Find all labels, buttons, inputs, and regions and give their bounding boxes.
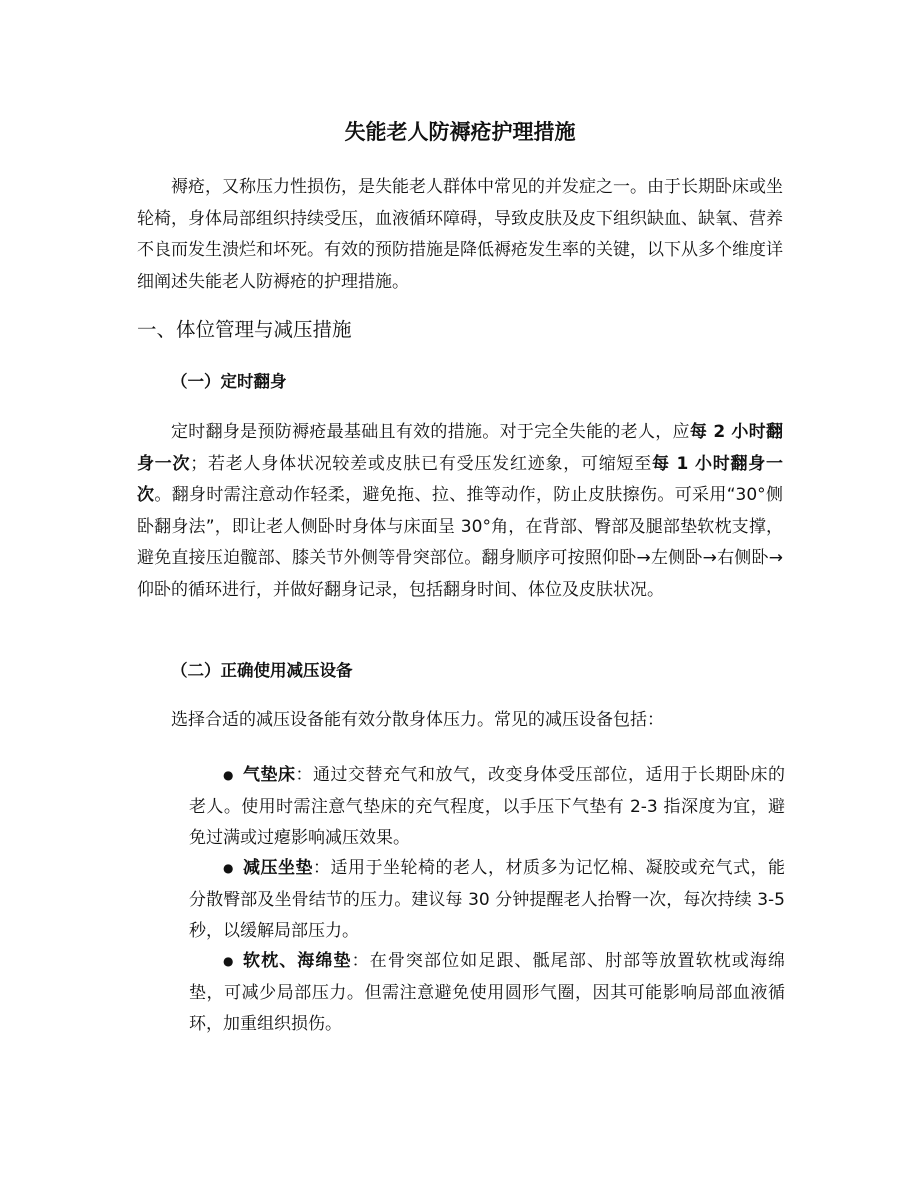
turning-bold-2h: 每 2 小时翻身一次 <box>137 422 784 474</box>
section-heading: 一、体位管理与减压措施 <box>137 318 352 341</box>
item-text: ：适用于坐轮椅的老人，材质多为记忆棉、凝胶或充气式，能分散臀部及坐骨结节的压力。建议每 30 分钟提醒老人抬臀一次，每次持续 3-5 秒，以缓解局部压力。 <box>189 858 785 941</box>
turning-text-a: 定时翻身是预防褥疮最基础且有效的措施。对于完全失能的老人，应 <box>171 422 690 442</box>
devices-intro: 选择合适的减压设备能有效分散身体压力。常见的减压设备包括： <box>171 710 664 730</box>
item-label: 减压坐垫 <box>243 858 313 878</box>
item-label: 气垫床 <box>243 765 296 785</box>
list-item-soft-pillow <box>189 946 785 1041</box>
item-label: 软枕、海绵垫 <box>243 951 352 971</box>
document-title: 失能老人防褥疮护理措施 <box>344 120 576 144</box>
list-item-air-mattress <box>189 760 785 855</box>
turning-paragraph <box>137 417 783 606</box>
bullet-icon: ● <box>223 954 234 968</box>
bullet-icon: ● <box>223 861 234 875</box>
turning-text-d: 。翻身时需注意动作轻柔，避免拖、拉、推等动作，防止皮肤擦伤。可采用“30°侧卧翻身法”，即让老人侧卧时身体与床面呈 30°角，在背部、臀部及腿部垫软枕支撑，避免直接压迫髋部、膝关节外侧等骨突部位。翻身顺序可按照仰卧→左侧卧→右侧卧→仰卧的循环进行，并做好翻身记录，包括翻身时间、体位及皮肤状况。 <box>137 485 784 600</box>
subsection-heading-turning: （一）定时翻身 <box>171 372 287 391</box>
item-text: ：通过交替充气和放气，改变身体受压部位，适用于长期卧床的老人。使用时需注意气垫床的充气程度，以手压下气垫有 2-3 指深度为宜，避免过满或过瘪影响减压效果。 <box>189 765 785 848</box>
subsection-heading-devices: （二）正确使用减压设备 <box>171 661 353 680</box>
item-text: ：在骨突部位如足跟、骶尾部、肘部等放置软枕或海绵垫，可减少局部压力。但需注意避免使用圆形气圈，因其可能影响局部血液循环，加重组织损伤。 <box>189 951 786 1034</box>
bullet-icon: ● <box>223 768 234 782</box>
list-item-seat-cushion <box>189 853 785 948</box>
intro-paragraph: 褥疮，又称压力性损伤，是失能老人群体中常见的并发症之一。由于长期卧床或坐轮椅，身体局部组织持续受压，血液循环障碍，导致皮肤及皮下组织缺血、缺氧、营养不良而发生溃烂和坏死。有效的预防措施是降低褥疮发生率的关键，以下从多个维度详细阐述失能老人防褥疮的护理措施。 <box>137 177 783 292</box>
turning-bold-1h: 每 1 小时翻身一次 <box>137 453 784 505</box>
turning-text-c: ；若老人身体状况较差或皮肤已有受压发红迹象，可缩短至 <box>190 453 653 474</box>
